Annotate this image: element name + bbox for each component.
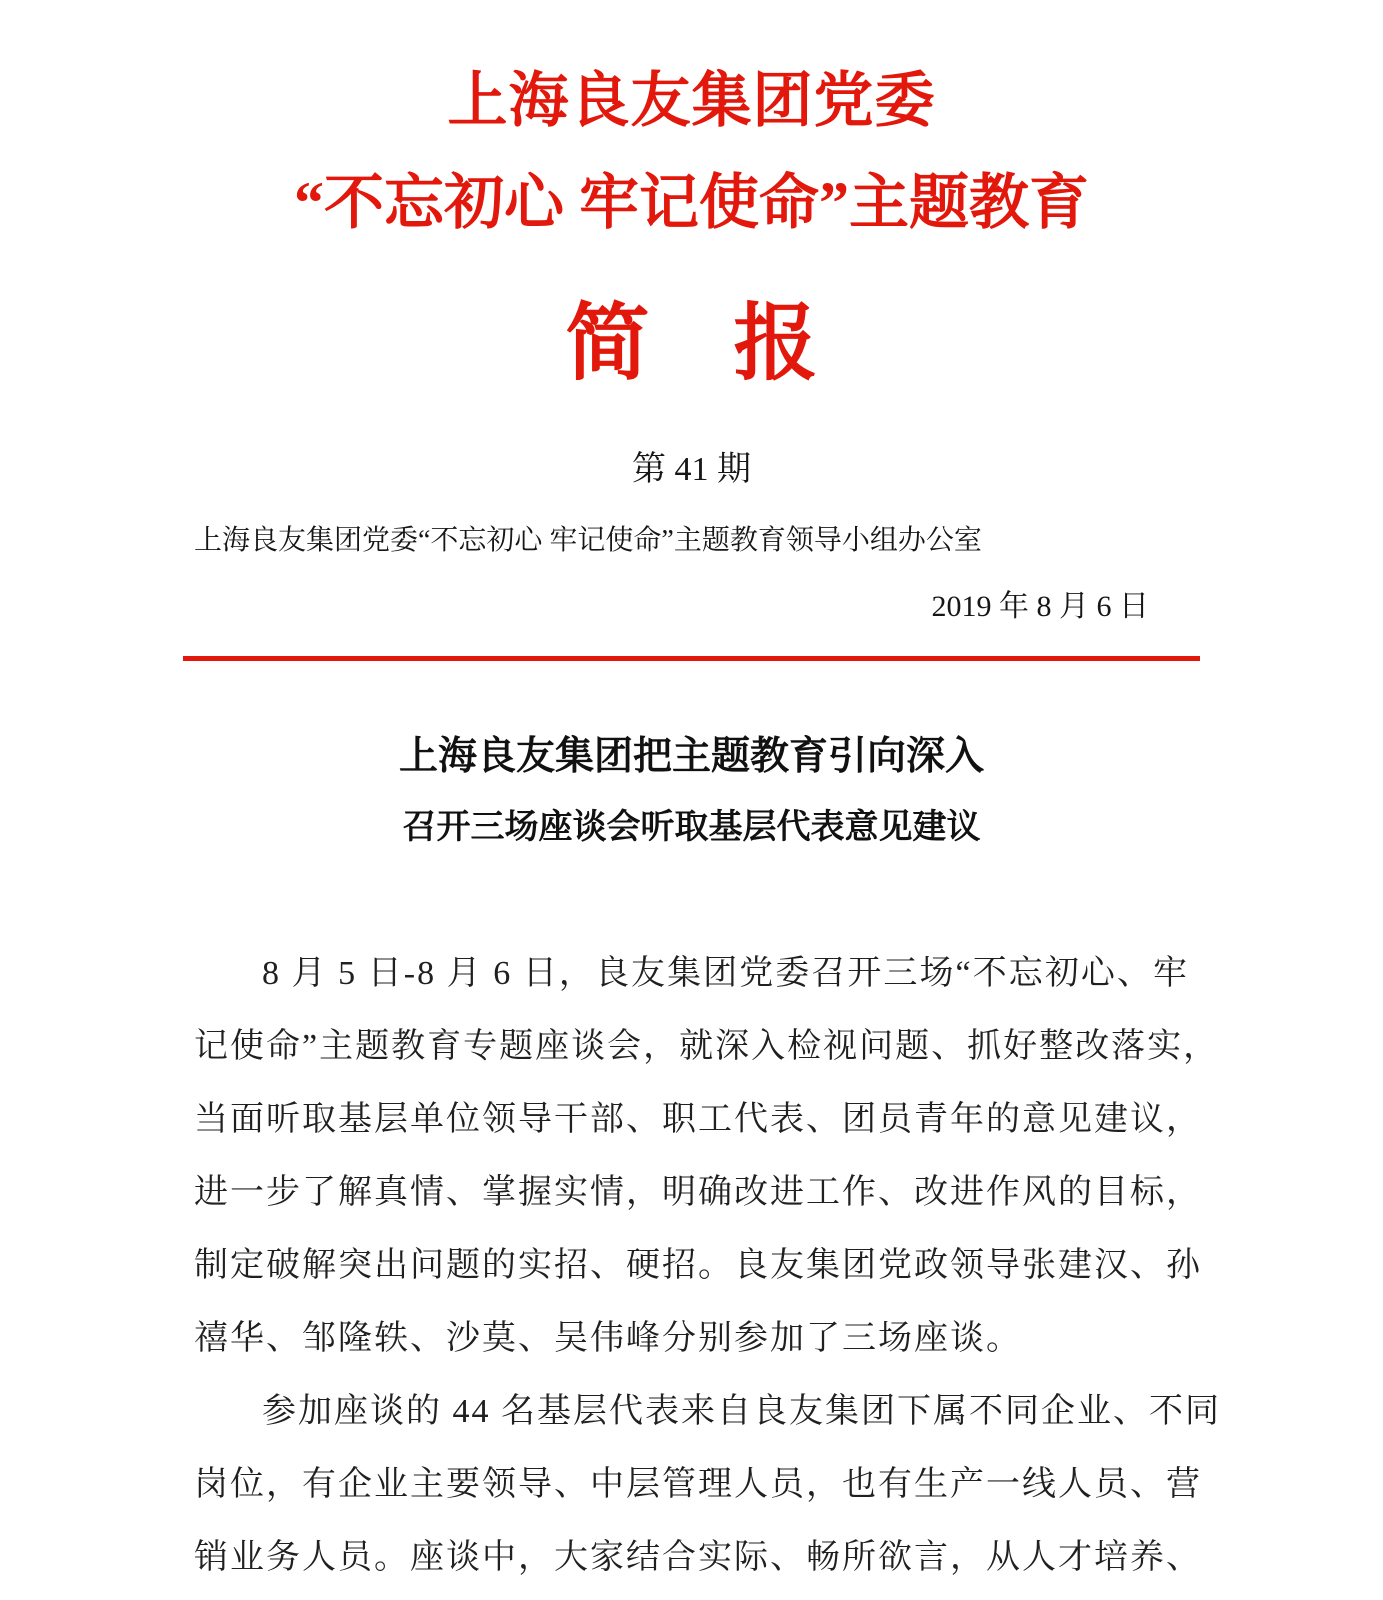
- article: [194, 733, 1221, 1594]
- body-line: 记使命”主题教育专题座谈会，就深入检视问题、抓好整改落实，: [194, 1028, 1220, 1065]
- body-line: 参加座谈的 44 名基层代表来自良友集团下属不同企业、不同: [262, 1393, 1221, 1430]
- masthead: [194, 70, 1189, 661]
- body-line: 制定破解突出问题的实招、硬招。良友集团党政领导张建汉、孙: [194, 1247, 1202, 1284]
- issuing-office-line: 上海良友集团党委“不忘初心 牢记使命”主题教育领导小组办公室: [194, 525, 982, 556]
- masthead-org-line1: 上海良友集团党委: [447, 68, 936, 134]
- bulletin-title: 简 报: [565, 298, 818, 391]
- body-line: 岗位，有企业主要领导、中层管理人员，也有生产一线人员、营: [194, 1466, 1202, 1503]
- red-divider-rule: [183, 656, 1200, 661]
- body-line: 8 月 5 日-8 月 6 日，良友集团党委召开三场“不忘初心、牢: [262, 955, 1189, 992]
- body-line: 禧华、邹隆轶、沙莫、吴伟峰分别参加了三场座谈。: [194, 1320, 1022, 1357]
- masthead-theme-line: “不忘初心 牢记使命”主题教育: [294, 170, 1089, 236]
- issue-number: 第 41 期: [632, 451, 751, 488]
- body-line: 进一步了解真情、掌握实情，明确改进工作、改进作风的目标，: [194, 1174, 1202, 1211]
- article-body: [194, 937, 1221, 1594]
- paragraph: [194, 937, 1220, 1375]
- body-line: 销业务人员。座谈中，大家结合实际、畅所欲言，从人才培养、: [194, 1539, 1202, 1576]
- issue-date: 2019 年 8 月 6 日: [931, 590, 1149, 623]
- body-line: 当面听取基层单位领导干部、职工代表、团员青年的意见建议，: [194, 1101, 1202, 1138]
- article-title-line1: 上海良友集团把主题教育引向深入: [398, 735, 984, 778]
- article-title-line2: 召开三场座谈会听取基层代表意见建议: [402, 809, 981, 846]
- paragraph: [194, 1375, 1221, 1594]
